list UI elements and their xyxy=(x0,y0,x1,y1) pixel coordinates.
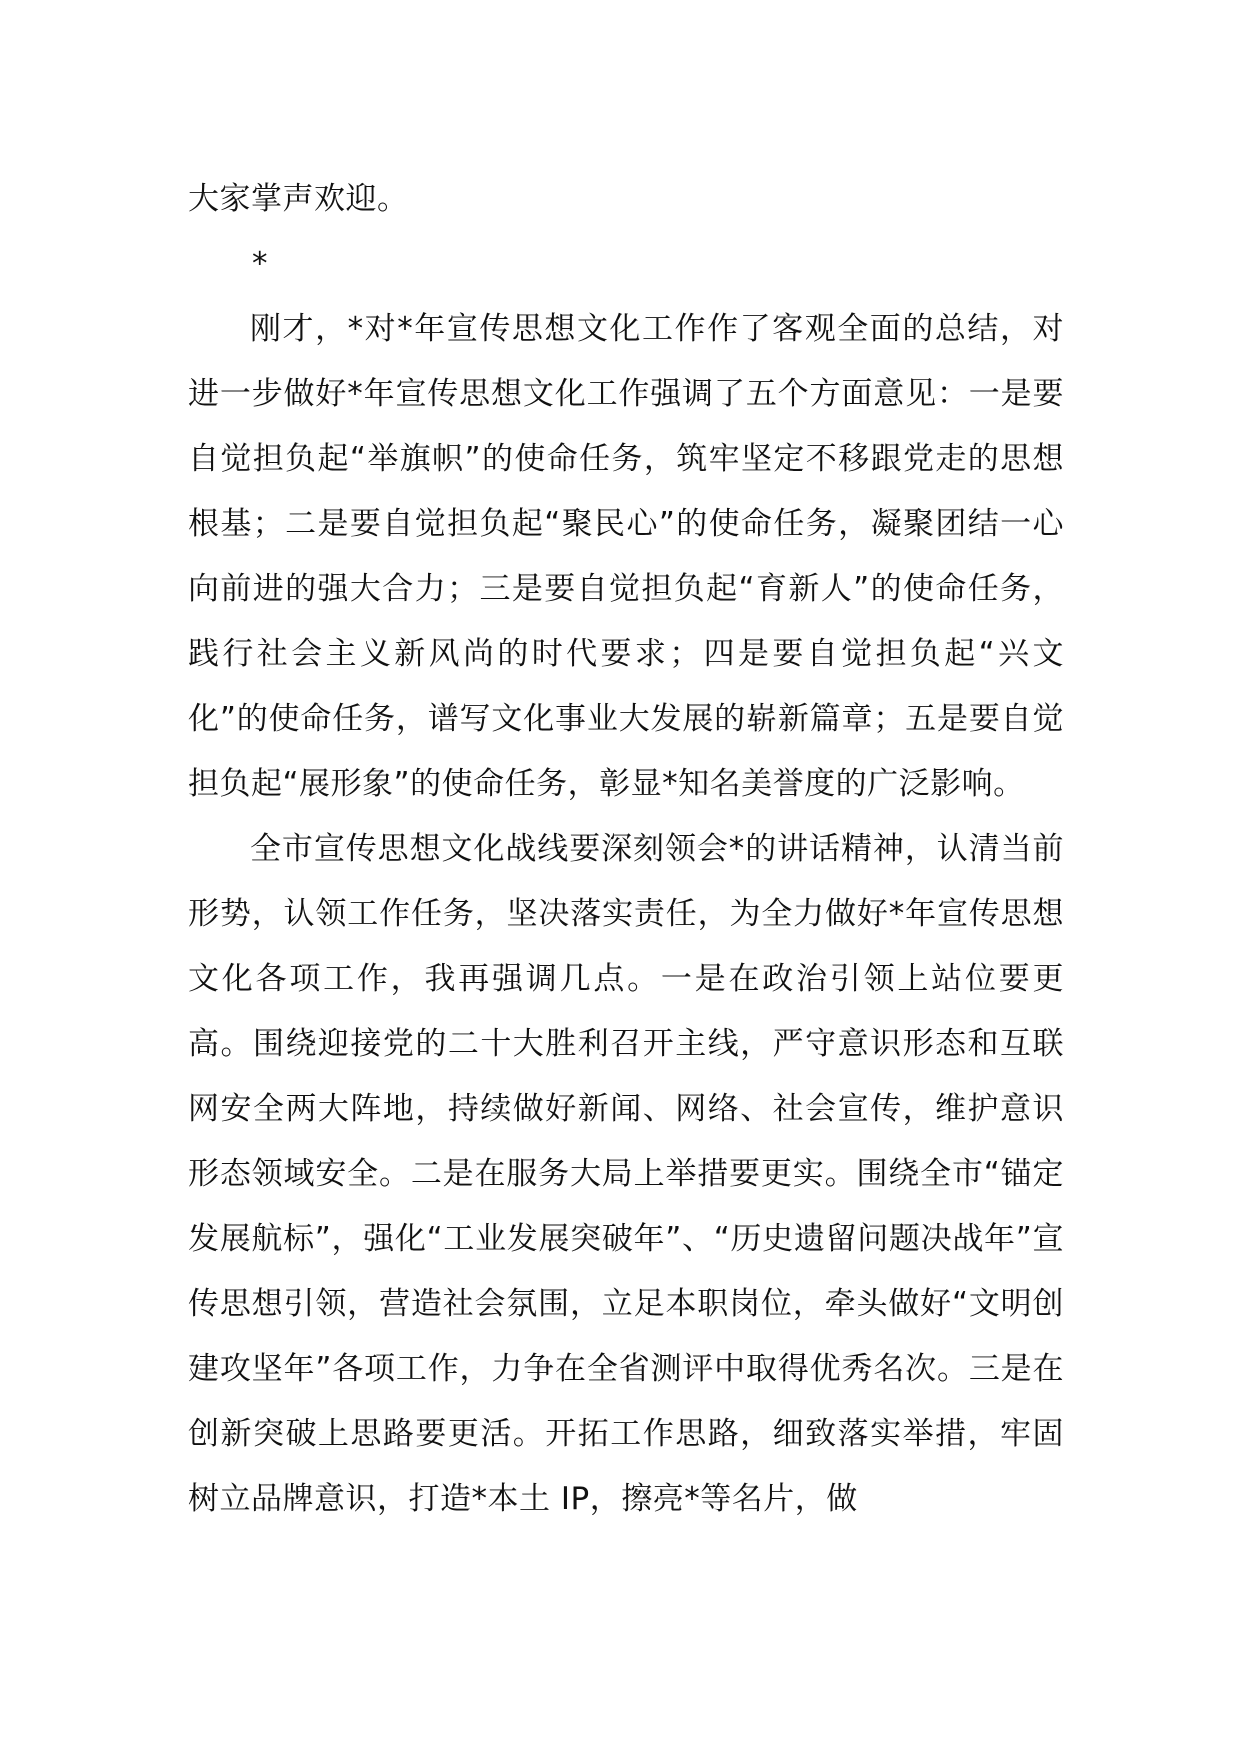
paragraph-separator: * xyxy=(252,246,268,282)
paragraph-summary: 刚才，*对*年宣传思想文化工作作了客观全面的总结，对进一步做好*年宣传思想文化工作强调了五个方面意见：一是要自觉担负起“举旗帜”的使命任务，筑牢坚定不移跟党走的思想根基；二是要自觉担负起“聚民心”的使命任务，凝聚团结一心向前进的强大合力；三是要自觉担负起“育新人”的使命任务，践行社会主义新风尚的时代要求；四是要自觉担负起“兴文化”的使命任务，谱写文化事业大发展的崭新篇章；五是要自觉担负起“展形象”的使命任务，彰显*知名美誉度的广泛影响。 xyxy=(188,311,1064,802)
paragraph-closing-line: 大家掌声欢迎。 xyxy=(188,181,409,217)
document-body xyxy=(188,167,1064,1532)
paragraph-requirements: 全市宣传思想文化战线要深刻领会*的讲话精神，认清当前形势，认领工作任务，坚决落实责任，为全力做好*年宣传思想文化各项工作，我再强调几点。一是在政治引领上站位要更高。围绕迎接党的二十大胜利召开主线，严守意识形态和互联网安全两大阵地，持续做好新闻、网络、社会宣传，维护意识形态领域安全。二是在服务大局上举措要更实。围绕全市“锚定发展航标”，强化“工业发展突破年”、“历史遗留问题决战年”宣传思想引领，营造社会氛围，立足本职岗位，牵头做好“文明创建攻坚年”各项工作，力争在全省测评中取得优秀名次。三是在创新突破上思路要更活。开拓工作思路，细致落实举措，牢固树立品牌意识，打造*本土 IP，擦亮*等名片，做 xyxy=(188,831,1064,1517)
